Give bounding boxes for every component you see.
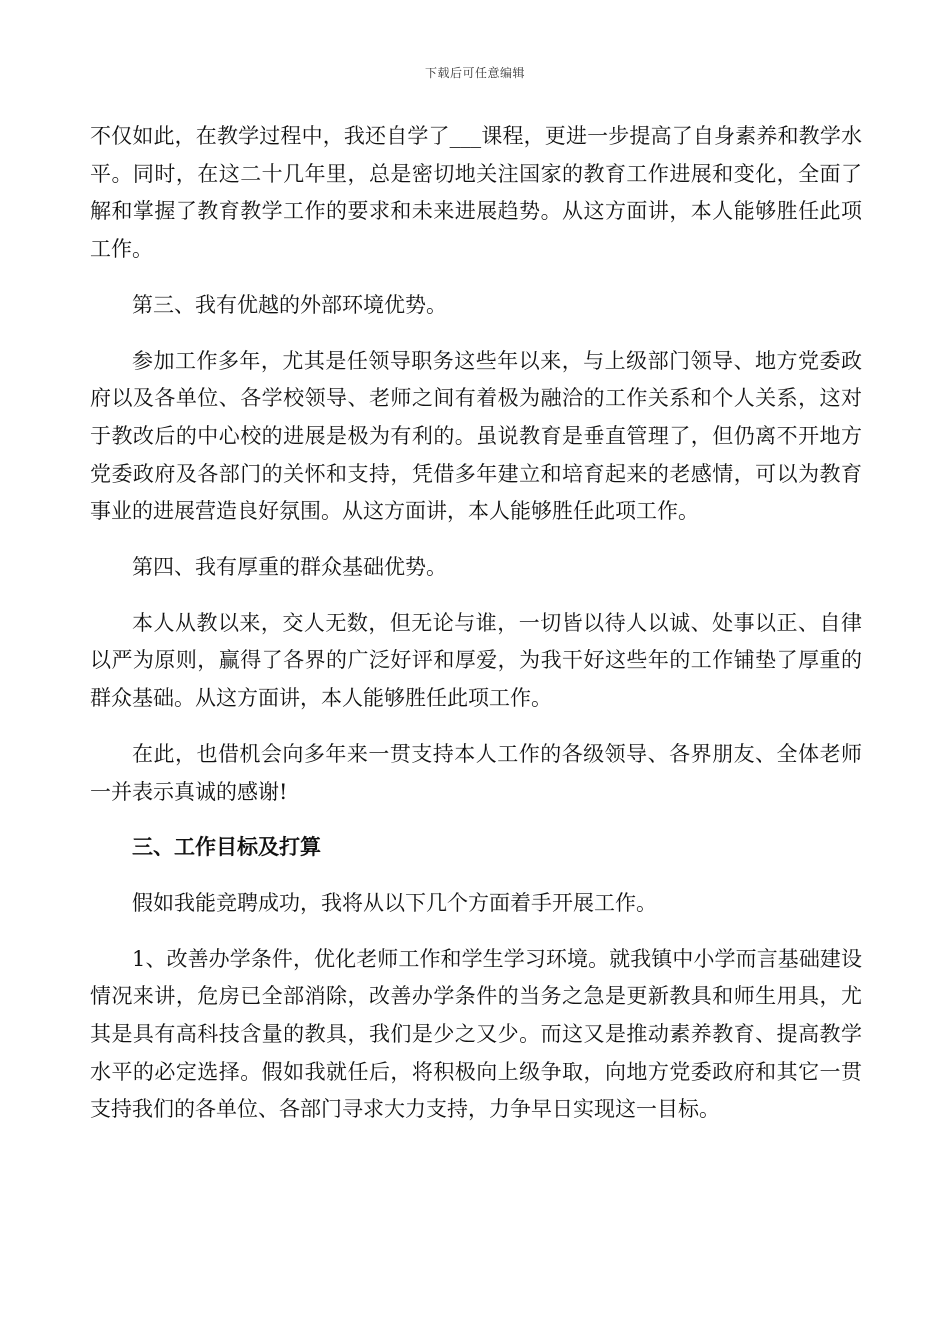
document-body: [90, 118, 862, 1129]
paragraph-mass-foundation: 本人从教以来，交人无数，但无论与谁，一切皆以待人以诚、处事以正、自律以严为原则，赢得了各界的广泛好评和厚爱，为我干好这些年的工作铺垫了厚重的群众基础。从这方面讲，本人能够胜任此项工作。: [90, 610, 862, 711]
paragraph-intro-plan: 假如我能竞聘成功，我将从以下几个方面着手开展工作。: [132, 890, 657, 915]
paragraph-external-environment: 参加工作多年，尤其是任领导职务这些年以来，与上级部门领导、地方党委政府以及各单位、各学校领导、老师之间有着极为融洽的工作关系和个人关系，这对于教改后的中心校的进展是极为有利的。虽说教育是垂直管理了，但仍离不开地方党委政府及各部门的关怀和支持，凭借多年建立和培育起来的老感情，可以为教育事业的进展营造良好氛围。从这方面讲，本人能够胜任此项工作。: [90, 348, 862, 524]
paragraph-self-study: 不仅如此，在教学过程中，我还自学了___课程，更进一步提高了自身素养和教学水平。同时，在这二十几年里，总是密切地关注国家的教育工作进展和变化，全面了解和掌握了教育教学工作的要求和未来进展趋势。从这方面讲，本人能够胜任此项工作。: [90, 124, 862, 262]
page-header: 下载后可任意编辑: [424, 66, 525, 80]
paragraph-improve-conditions: 1、改善办学条件，优化老师工作和学生学习环境。就我镇中小学而言基础建设情况来讲，危房已全部消除，改善办学条件的当务之急是更新教具和师生用具，尤其是具有高科技含量的教具，我们是少之又少。而这又是推动素养教育、提高教学水平的必定选择。假如我就任后，将积极向上级争取，向地方党委政府和其它一贯支持我们的各单位、各部门寻求大力支持，力争早日实现这一目标。: [90, 946, 862, 1122]
paragraph-fourth-advantage-title: 第四、我有厚重的群众基础优势。: [132, 555, 447, 580]
paragraph-thanks: 在此，也借机会向多年来一贯支持本人工作的各级领导、各界朋友、全体老师一并表示真诚的感谢!: [90, 741, 862, 804]
paragraph-third-advantage-title: 第三、我有优越的外部环境优势。: [132, 292, 447, 317]
section-heading-goals: 三、工作目标及打算: [132, 835, 321, 860]
